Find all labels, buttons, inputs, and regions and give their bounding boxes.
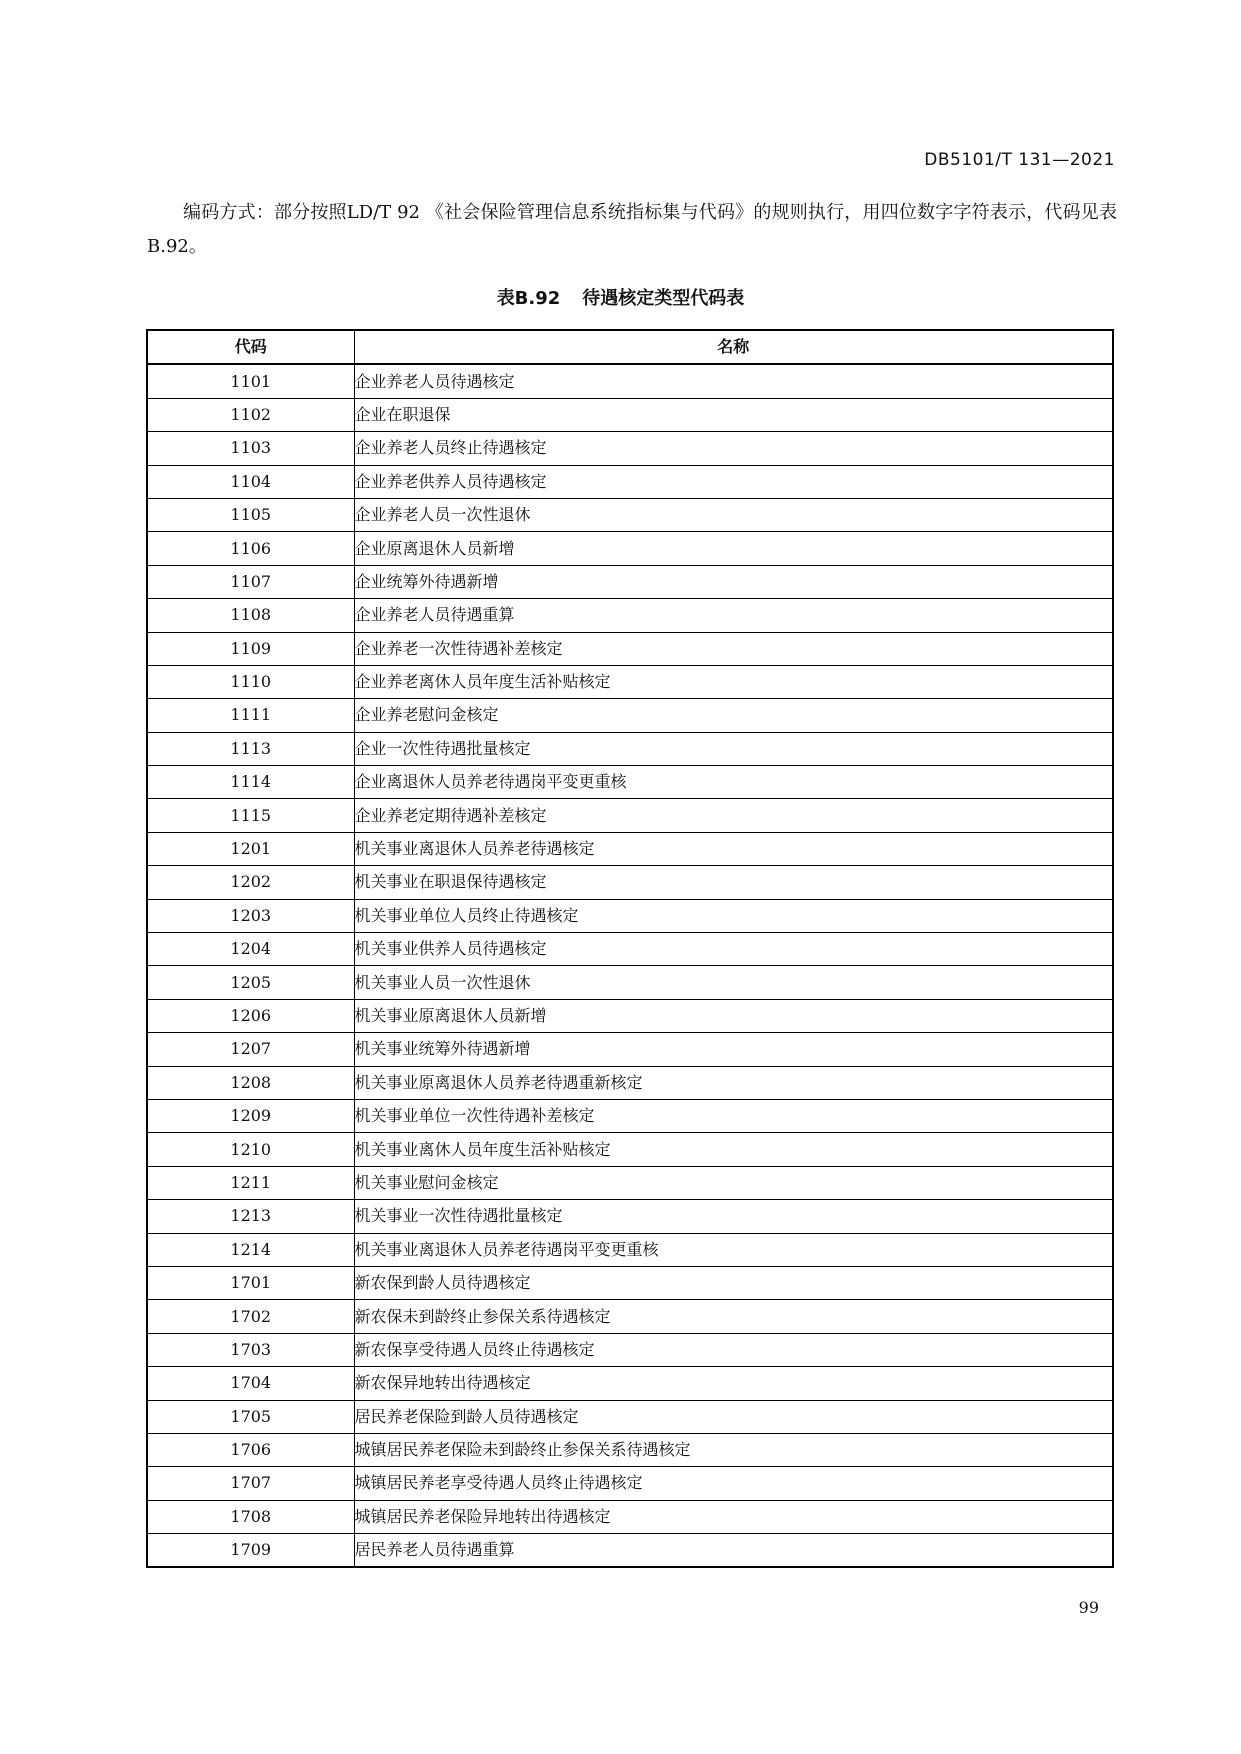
- table-row: [147, 1467, 1113, 1500]
- table-row: [147, 1166, 1113, 1199]
- table-caption: [0, 284, 1241, 310]
- row-name-cell: 企业养老人员一次性退休: [354, 498, 1113, 531]
- row-name-cell: 企业养老定期待遇补差核定: [354, 799, 1113, 832]
- table-row: [147, 766, 1113, 799]
- row-code-cell: 1102: [147, 398, 354, 431]
- row-code-cell: 1115: [147, 799, 354, 832]
- document-standard-id: DB5101/T 131—2021: [924, 150, 1115, 170]
- table-row: [147, 532, 1113, 565]
- table-row: [147, 632, 1113, 665]
- row-name-cell: 企业养老人员待遇核定: [354, 364, 1113, 398]
- table-row: [147, 1033, 1113, 1066]
- intro-paragraph: 编码方式：部分按照LD/T 92 《社会保险管理信息系统指标集与代码》的规则执行，用四位数字字符表示，代码见表B.92。: [147, 202, 1117, 257]
- row-code-cell: 1201: [147, 832, 354, 865]
- row-code-cell: 1210: [147, 1133, 354, 1166]
- column-header-code: 代码: [147, 330, 354, 364]
- table-row: [147, 1333, 1113, 1366]
- table-row: [147, 565, 1113, 598]
- row-name-cell: 机关事业原离退休人员养老待遇重新核定: [354, 1066, 1113, 1099]
- row-name-cell: 企业一次性待遇批量核定: [354, 732, 1113, 765]
- table-row: [147, 866, 1113, 899]
- table-row: [147, 398, 1113, 431]
- row-name-cell: 企业养老供养人员待遇核定: [354, 465, 1113, 498]
- row-code-cell: 1708: [147, 1500, 354, 1533]
- row-code-cell: 1110: [147, 665, 354, 698]
- row-name-cell: 机关事业在职退保待遇核定: [354, 866, 1113, 899]
- table-row: [147, 465, 1113, 498]
- row-code-cell: 1106: [147, 532, 354, 565]
- row-code-cell: 1213: [147, 1200, 354, 1233]
- row-code-cell: 1701: [147, 1266, 354, 1299]
- table-row: [147, 999, 1113, 1032]
- page-number: 99: [1078, 1598, 1099, 1617]
- row-name-cell: 机关事业离退休人员养老待遇核定: [354, 832, 1113, 865]
- table-row: [147, 799, 1113, 832]
- table-header-row: [147, 330, 1113, 364]
- row-name-cell: 新农保到龄人员待遇核定: [354, 1266, 1113, 1299]
- table-row: [147, 966, 1113, 999]
- table-row: [147, 665, 1113, 698]
- table-body: [147, 364, 1113, 1567]
- row-code-cell: 1703: [147, 1333, 354, 1366]
- row-code-cell: 1211: [147, 1166, 354, 1199]
- row-name-cell: 机关事业人员一次性退休: [354, 966, 1113, 999]
- table-row: [147, 1500, 1113, 1533]
- table-row: [147, 1233, 1113, 1266]
- table-row: [147, 1133, 1113, 1166]
- row-name-cell: 企业养老慰问金核定: [354, 699, 1113, 732]
- table-caption-title: 待遇核定类型代码表: [582, 288, 745, 309]
- table-row: [147, 732, 1113, 765]
- row-code-cell: 1108: [147, 599, 354, 632]
- row-code-cell: 1111: [147, 699, 354, 732]
- row-code-cell: 1203: [147, 899, 354, 932]
- row-code-cell: 1206: [147, 999, 354, 1032]
- table-row: [147, 1367, 1113, 1400]
- row-name-cell: 企业养老人员待遇重算: [354, 599, 1113, 632]
- row-code-cell: 1207: [147, 1033, 354, 1066]
- row-code-cell: 1105: [147, 498, 354, 531]
- row-code-cell: 1205: [147, 966, 354, 999]
- row-code-cell: 1709: [147, 1534, 354, 1568]
- table-row: [147, 1066, 1113, 1099]
- table-row: [147, 699, 1113, 732]
- table-row: [147, 832, 1113, 865]
- table-row: [147, 1099, 1113, 1132]
- row-name-cell: 城镇居民养老保险未到龄终止参保关系待遇核定: [354, 1433, 1113, 1466]
- table-row: [147, 1534, 1113, 1568]
- row-name-cell: 新农保未到龄终止参保关系待遇核定: [354, 1300, 1113, 1333]
- table-row: [147, 1300, 1113, 1333]
- row-name-cell: 机关事业慰问金核定: [354, 1166, 1113, 1199]
- row-name-cell: 机关事业单位一次性待遇补差核定: [354, 1099, 1113, 1132]
- row-code-cell: 1103: [147, 432, 354, 465]
- column-header-name: 名称: [354, 330, 1113, 364]
- table-caption-label: 表B.92: [496, 288, 561, 309]
- row-code-cell: 1109: [147, 632, 354, 665]
- row-code-cell: 1214: [147, 1233, 354, 1266]
- table-row: [147, 933, 1113, 966]
- row-name-cell: 企业养老离休人员年度生活补贴核定: [354, 665, 1113, 698]
- row-name-cell: 机关事业离休人员年度生活补贴核定: [354, 1133, 1113, 1166]
- table-row: [147, 432, 1113, 465]
- table-row: [147, 364, 1113, 398]
- table-row: [147, 498, 1113, 531]
- table-row: [147, 599, 1113, 632]
- row-name-cell: 企业养老人员终止待遇核定: [354, 432, 1113, 465]
- row-name-cell: 机关事业离退休人员养老待遇岗平变更重核: [354, 1233, 1113, 1266]
- row-name-cell: 居民养老保险到龄人员待遇核定: [354, 1400, 1113, 1433]
- row-name-cell: 企业在职退保: [354, 398, 1113, 431]
- row-code-cell: 1101: [147, 364, 354, 398]
- row-code-cell: 1707: [147, 1467, 354, 1500]
- row-code-cell: 1113: [147, 732, 354, 765]
- row-name-cell: 机关事业统筹外待遇新增: [354, 1033, 1113, 1066]
- row-code-cell: 1705: [147, 1400, 354, 1433]
- row-code-cell: 1107: [147, 565, 354, 598]
- table-row: [147, 1400, 1113, 1433]
- row-code-cell: 1114: [147, 766, 354, 799]
- row-code-cell: 1209: [147, 1099, 354, 1132]
- row-name-cell: 机关事业供养人员待遇核定: [354, 933, 1113, 966]
- row-name-cell: 城镇居民养老保险异地转出待遇核定: [354, 1500, 1113, 1533]
- row-code-cell: 1204: [147, 933, 354, 966]
- row-name-cell: 居民养老人员待遇重算: [354, 1534, 1113, 1568]
- row-name-cell: 企业统筹外待遇新增: [354, 565, 1113, 598]
- row-name-cell: 机关事业一次性待遇批量核定: [354, 1200, 1113, 1233]
- table-row: [147, 1266, 1113, 1299]
- row-name-cell: 机关事业原离退休人员新增: [354, 999, 1113, 1032]
- code-table: [146, 329, 1114, 1568]
- table-row: [147, 1433, 1113, 1466]
- row-name-cell: 新农保异地转出待遇核定: [354, 1367, 1113, 1400]
- row-code-cell: 1706: [147, 1433, 354, 1466]
- row-code-cell: 1208: [147, 1066, 354, 1099]
- row-name-cell: 机关事业单位人员终止待遇核定: [354, 899, 1113, 932]
- row-code-cell: 1104: [147, 465, 354, 498]
- row-code-cell: 1704: [147, 1367, 354, 1400]
- row-name-cell: 城镇居民养老享受待遇人员终止待遇核定: [354, 1467, 1113, 1500]
- row-code-cell: 1702: [147, 1300, 354, 1333]
- row-name-cell: 企业离退休人员养老待遇岗平变更重核: [354, 766, 1113, 799]
- row-name-cell: 新农保享受待遇人员终止待遇核定: [354, 1333, 1113, 1366]
- table-row: [147, 1200, 1113, 1233]
- row-code-cell: 1202: [147, 866, 354, 899]
- row-name-cell: 企业养老一次性待遇补差核定: [354, 632, 1113, 665]
- row-name-cell: 企业原离退休人员新增: [354, 532, 1113, 565]
- table-row: [147, 899, 1113, 932]
